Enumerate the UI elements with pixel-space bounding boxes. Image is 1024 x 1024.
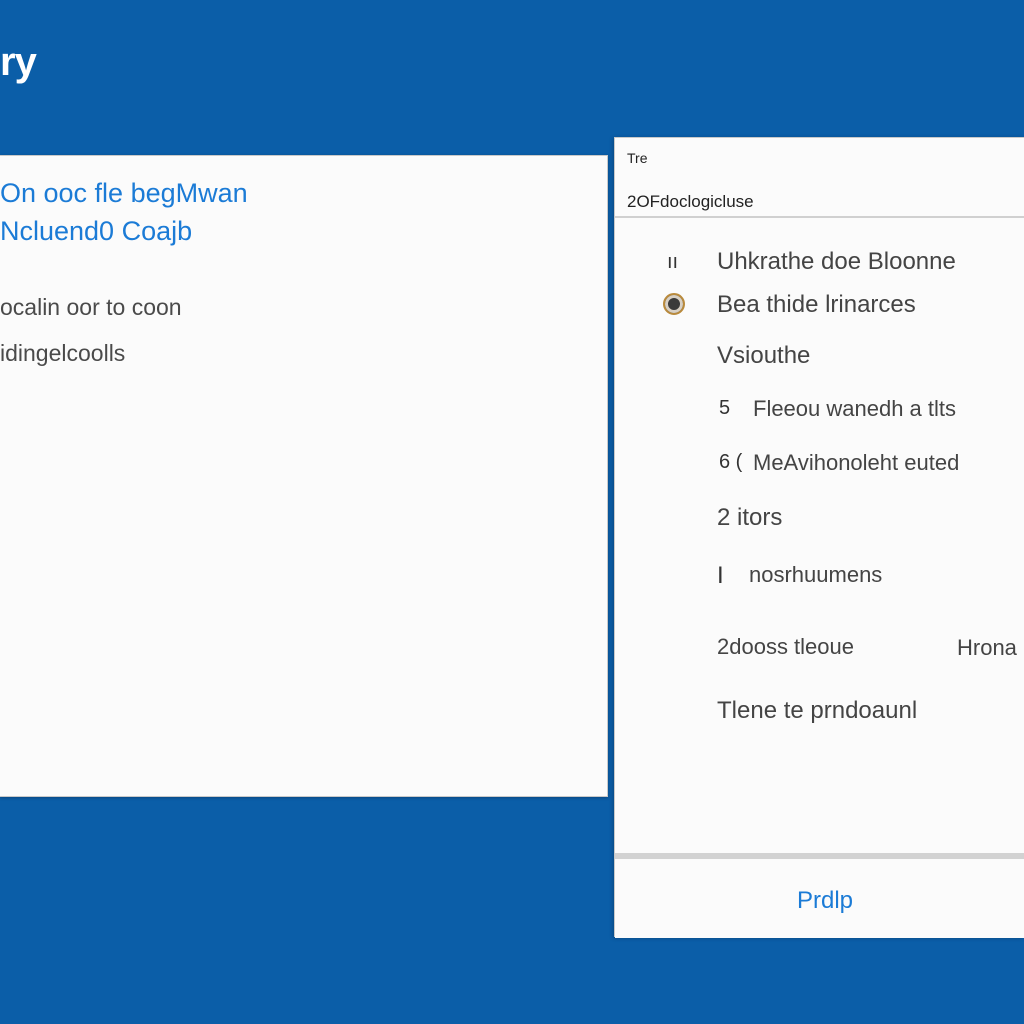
option-item-6-label: 2 itors (717, 504, 783, 531)
option-item-5-label: MeAvihonoleht euted (753, 450, 960, 475)
option-item-1[interactable] (615, 242, 1024, 282)
left-text-line-2: idingelcoolls (0, 340, 126, 366)
left-heading-line-1: On ooc fle begMwan (0, 178, 248, 208)
option-item-5-marker: 6 ( (719, 451, 743, 473)
option-item-3[interactable] (615, 336, 1024, 376)
option-item-9-label: Tlene te prndoaunl (717, 697, 918, 724)
option-item-9[interactable] (615, 691, 1024, 731)
radio-selected-icon[interactable] (663, 293, 685, 315)
left-heading-line-2: Ncluend0 Coajb (0, 216, 193, 246)
dialog-title: Tre (627, 150, 648, 166)
option-item-1-label: Uhkrathe doe Bloonne (717, 248, 956, 275)
option-item-4[interactable] (615, 390, 1024, 430)
help-button[interactable]: Prdlp (765, 881, 885, 921)
option-item-7-label: nosrhuumens (749, 562, 883, 587)
option-item-1-marker: ıı (667, 251, 679, 273)
left-text-line-1: ocalin oor to coon (0, 294, 182, 320)
option-item-6[interactable] (615, 498, 1024, 538)
left-content-panel (0, 155, 608, 797)
option-item-8-label: 2dooss tleoue (717, 634, 854, 659)
app-title: ry (0, 40, 36, 84)
option-item-2[interactable] (615, 285, 1024, 325)
dialog-footer (615, 853, 1024, 938)
dialog-subheader (615, 182, 1024, 218)
option-item-7-marker: I (717, 562, 724, 589)
option-item-4-marker: 5 (719, 397, 731, 419)
option-item-4-label: Fleeou wanedh a tlts (753, 396, 957, 421)
right-dialog-panel (614, 137, 1024, 937)
option-item-8[interactable] (615, 628, 1024, 668)
option-item-3-label: Vsiouthe (717, 342, 811, 369)
dialog-subheader-label: 2OFdoclogicluse (627, 192, 754, 211)
option-item-5[interactable] (615, 444, 1024, 484)
option-item-7[interactable] (615, 556, 1024, 596)
option-item-8-right-label: Hrona (957, 635, 1017, 660)
option-item-2-label: Bea thide lrinarces (717, 291, 916, 318)
